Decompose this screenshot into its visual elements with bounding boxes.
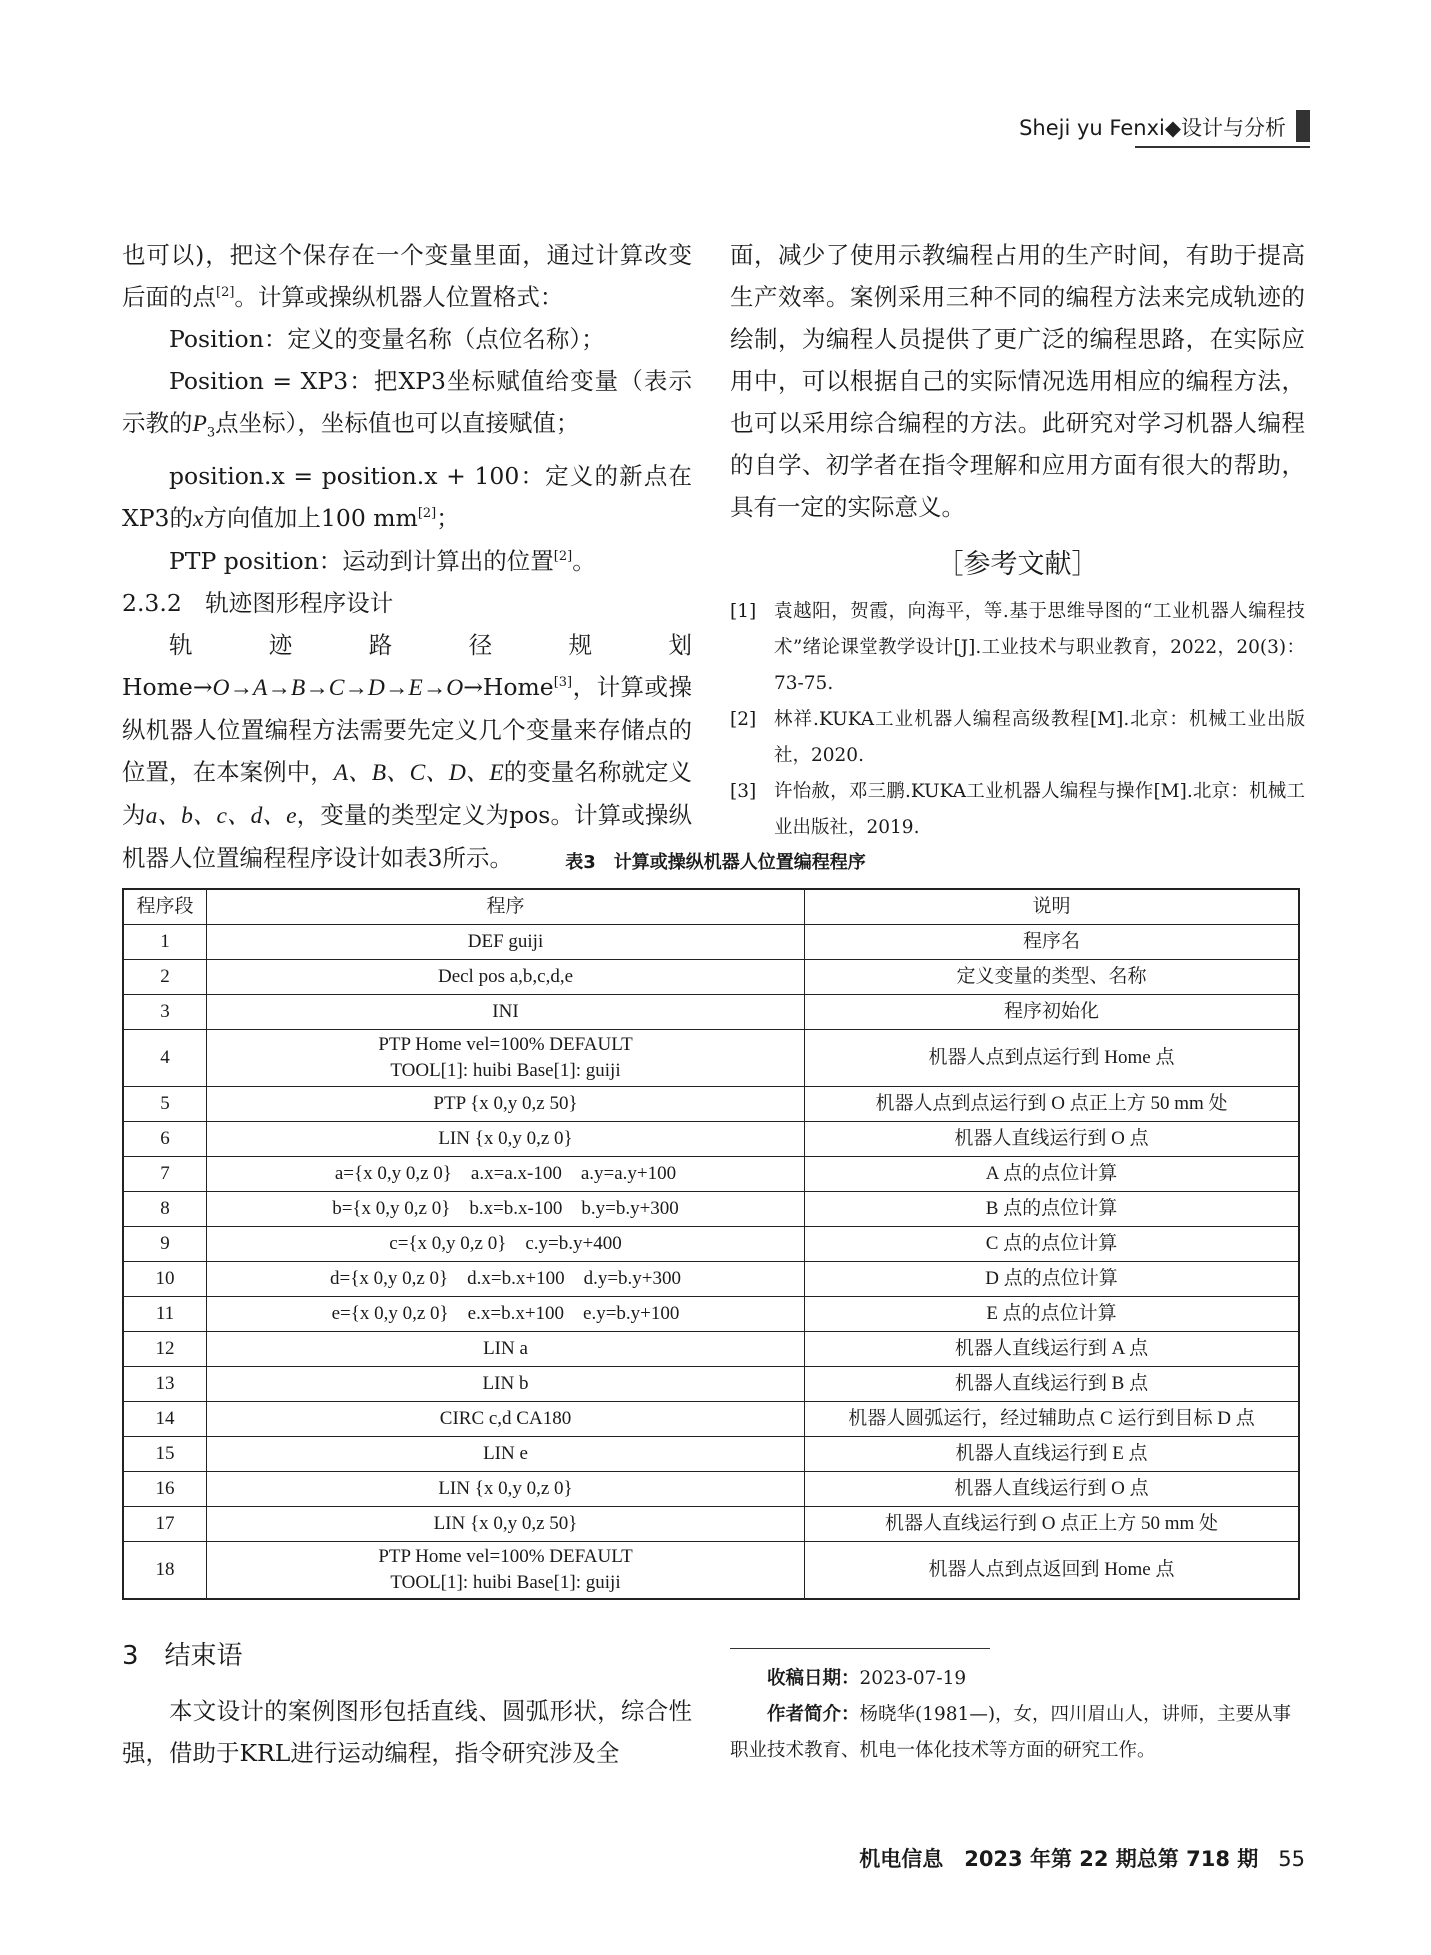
table-row [123,1030,1299,1087]
paragraph: 本文设计的案例图形包括直线、圆弧形状，综合性强，借助于KRL进行运动编程，指令研究涉及全 [122,1697,692,1767]
table-row [123,1542,1299,1600]
reference-item [730,594,1305,702]
step-cell: 16 [123,1472,207,1507]
footnote-rule [730,1648,990,1649]
paragraph: 也可以)，把这个保存在一个变量里面，通过计算改变后面的点[2]。计算或操纵机器人位置格式： [122,241,692,311]
header-cell: 程序 [207,889,805,925]
step-cell: 7 [123,1157,207,1192]
step-cell: 14 [123,1402,207,1437]
program-table [122,888,1300,1600]
header-section: 设计与分析 [1181,116,1286,140]
table-row [123,1297,1299,1332]
program-cell: LIN b [207,1367,805,1402]
description-cell: 机器人直线运行到 O 点 [805,1472,1300,1507]
citation: [3] [553,674,573,690]
citation: [2] [417,505,437,521]
program-cell: PTP Home vel=100% DEFAULT TOOL[1]: huibi Base[1]: guiji [207,1542,805,1600]
program-cell: LIN {x 0,y 0,z 50} [207,1507,805,1542]
program-cell: c={x 0,y 0,z 0} c.y=b.y+400 [207,1227,805,1262]
step-cell: 5 [123,1087,207,1122]
reference-text: 袁越阳，贺霞，向海平，等.基于思维导图的“工业机器人编程技术”绪论课堂教学设计[J].工业技术与职业教育，2022，20(3)：73-75. [774,601,1305,694]
description-cell: 机器人圆弧运行，经过辅助点 C 运行到目标 D 点 [805,1402,1300,1437]
step-cell: 17 [123,1507,207,1542]
conclusion-section [122,1632,692,1774]
program-cell: LIN {x 0,y 0,z 0} [207,1472,805,1507]
table-row [123,1227,1299,1262]
description-cell: A 点的点位计算 [805,1157,1300,1192]
paragraph: Position = XP3：把XP3坐标赋值给变量（表示示教的$P_3$点坐标），坐标值也可以直接赋值； [122,367,692,441]
citation: [2] [216,285,235,301]
right-column [730,234,1305,846]
description-cell: C 点的点位计算 [805,1227,1300,1262]
paragraph: 面，减少了使用示教编程占用的生产时间，有助于提高生产效率。案例采用三种不同的编程方法来完成轨迹的绘制，为编程人员提供了更广泛的编程思路，在实际应用中，可以根据自己的实际情况选用相应的编程方法，也可以采用综合编程的方法。此研究对学习机器人编程的自学、初学者在指令理解和应用方面有很大的帮助，具有一定的实际意义。 [730,241,1305,521]
header-cell: 程序段 [123,889,207,925]
table-row [123,1437,1299,1472]
description-cell: B 点的点位计算 [805,1192,1300,1227]
header-rule [1135,146,1310,148]
description-cell: 机器人直线运行到 E 点 [805,1437,1300,1472]
program-cell: PTP {x 0,y 0,z 50} [207,1087,805,1122]
description-cell: 机器人点到点返回到 Home 点 [805,1542,1300,1600]
program-cell: a={x 0,y 0,z 0} a.x=a.x-100 a.y=a.y+100 [207,1157,805,1192]
description-cell: 程序初始化 [805,995,1300,1030]
table-caption: 表3 计算或操纵机器人位置编程程序 [565,852,866,873]
header-block [1296,110,1310,142]
reference-item [730,774,1305,846]
table-row [123,960,1299,995]
paragraph: Position：定义的变量名称（点位名称）； [169,325,605,353]
paragraph: 轨迹路径规划Home→O→A→B→C→D→E→O→Home[3]，计算或操纵机器人位置编程方法需要先定义几个变量来存储点的位置，在本案例中，A、B、C、D、E的变量名称就定义为a、b、c、d、e，变量的类型定义为pos。计算或操纵机器人位置编程程序设计如表3所示。 [122,630,692,872]
references-title: ［参考文献］ [936,549,1099,580]
description-cell: 机器人点到点运行到 O 点正上方 50 mm 处 [805,1087,1300,1122]
author-bio: 作者简介：杨晓华(1981—)，女，四川眉山人，讲师，主要从事职业技术教育、机电一体化技术等方面的研究工作。 [730,1704,1292,1761]
program-cell: d={x 0,y 0,z 0} d.x=b.x+100 d.y=b.y+300 [207,1262,805,1297]
section-heading: 3 结束语 [122,1641,243,1671]
description-cell: 机器人直线运行到 A 点 [805,1332,1300,1367]
description-cell: 机器人直线运行到 B 点 [805,1367,1300,1402]
step-cell: 4 [123,1030,207,1087]
reference-list [730,594,1305,846]
reference-number: [2] [730,709,757,730]
table-row [123,925,1299,960]
journal-info: 机电信息 2023 年第 22 期总第 718 期 [859,1847,1259,1871]
program-cell: INI [207,995,805,1030]
description-cell: 机器人直线运行到 O 点正上方 50 mm 处 [805,1507,1300,1542]
left-column [122,234,692,879]
description-cell: 机器人点到点运行到 Home 点 [805,1030,1300,1087]
received-date: 收稿日期：2023-07-19 [767,1668,967,1689]
step-cell: 3 [123,995,207,1030]
program-cell: DEF guiji [207,925,805,960]
table-row [123,1087,1299,1122]
running-header-text [1019,112,1286,142]
program-cell: CIRC c,d CA180 [207,1402,805,1437]
description-cell: D 点的点位计算 [805,1262,1300,1297]
step-cell: 8 [123,1192,207,1227]
header-pinyin: Sheji yu Fenxi [1019,116,1165,140]
table-row [123,1507,1299,1542]
reference-text: 林祥.KUKA工业机器人编程高级教程[M].北京：机械工业出版社，2020. [774,709,1305,766]
table-row [123,1367,1299,1402]
description-cell: 机器人直线运行到 O 点 [805,1122,1300,1157]
page-footer [859,1843,1305,1873]
table-row [123,1192,1299,1227]
program-cell: LIN a [207,1332,805,1367]
paragraph: PTP position：运动到计算出的位置[2]。 [169,546,596,575]
step-cell: 18 [123,1542,207,1600]
program-cell: LIN e [207,1437,805,1472]
running-header [1000,110,1310,144]
step-cell: 15 [123,1437,207,1472]
step-cell: 1 [123,925,207,960]
citation: [2] [553,548,573,564]
author-footnote [730,1648,1305,1769]
table-row [123,1402,1299,1437]
reference-text: 许怡赦，邓三鹏.KUKA工业机器人编程与操作[M].北京：机械工业出版社，2019. [774,781,1305,838]
table-row [123,1122,1299,1157]
step-cell: 2 [123,960,207,995]
table-row [123,1472,1299,1507]
table-row [123,1262,1299,1297]
program-cell: e={x 0,y 0,z 0} e.x=b.x+100 e.y=b.y+100 [207,1297,805,1332]
reference-item [730,702,1305,774]
step-cell: 12 [123,1332,207,1367]
paragraph: position.x = position.x + 100：定义的新点在XP3的x方向值加上100 mm[2]； [122,461,692,532]
header-cell: 说明 [805,889,1300,925]
diamond-icon: ◆ [1164,116,1181,140]
step-cell: 9 [123,1227,207,1262]
page-number: 55 [1278,1847,1305,1871]
table-row [123,1332,1299,1367]
table-row [123,1157,1299,1192]
table-header-row [123,889,1299,925]
step-cell: 6 [123,1122,207,1157]
table-row [123,995,1299,1030]
reference-number: [1] [730,601,757,622]
description-cell: 定义变量的类型、名称 [805,960,1300,995]
program-cell: LIN {x 0,y 0,z 0} [207,1122,805,1157]
step-cell: 11 [123,1297,207,1332]
program-cell: Decl pos a,b,c,d,e [207,960,805,995]
program-cell: b={x 0,y 0,z 0} b.x=b.x-100 b.y=b.y+300 [207,1192,805,1227]
subsection-heading: 2.3.2 轨迹图形程序设计 [122,588,394,617]
step-cell: 13 [123,1367,207,1402]
description-cell: E 点的点位计算 [805,1297,1300,1332]
step-cell: 10 [123,1262,207,1297]
description-cell: 程序名 [805,925,1300,960]
reference-number: [3] [730,781,757,802]
program-cell: PTP Home vel=100% DEFAULT TOOL[1]: huibi Base[1]: guiji [207,1030,805,1087]
